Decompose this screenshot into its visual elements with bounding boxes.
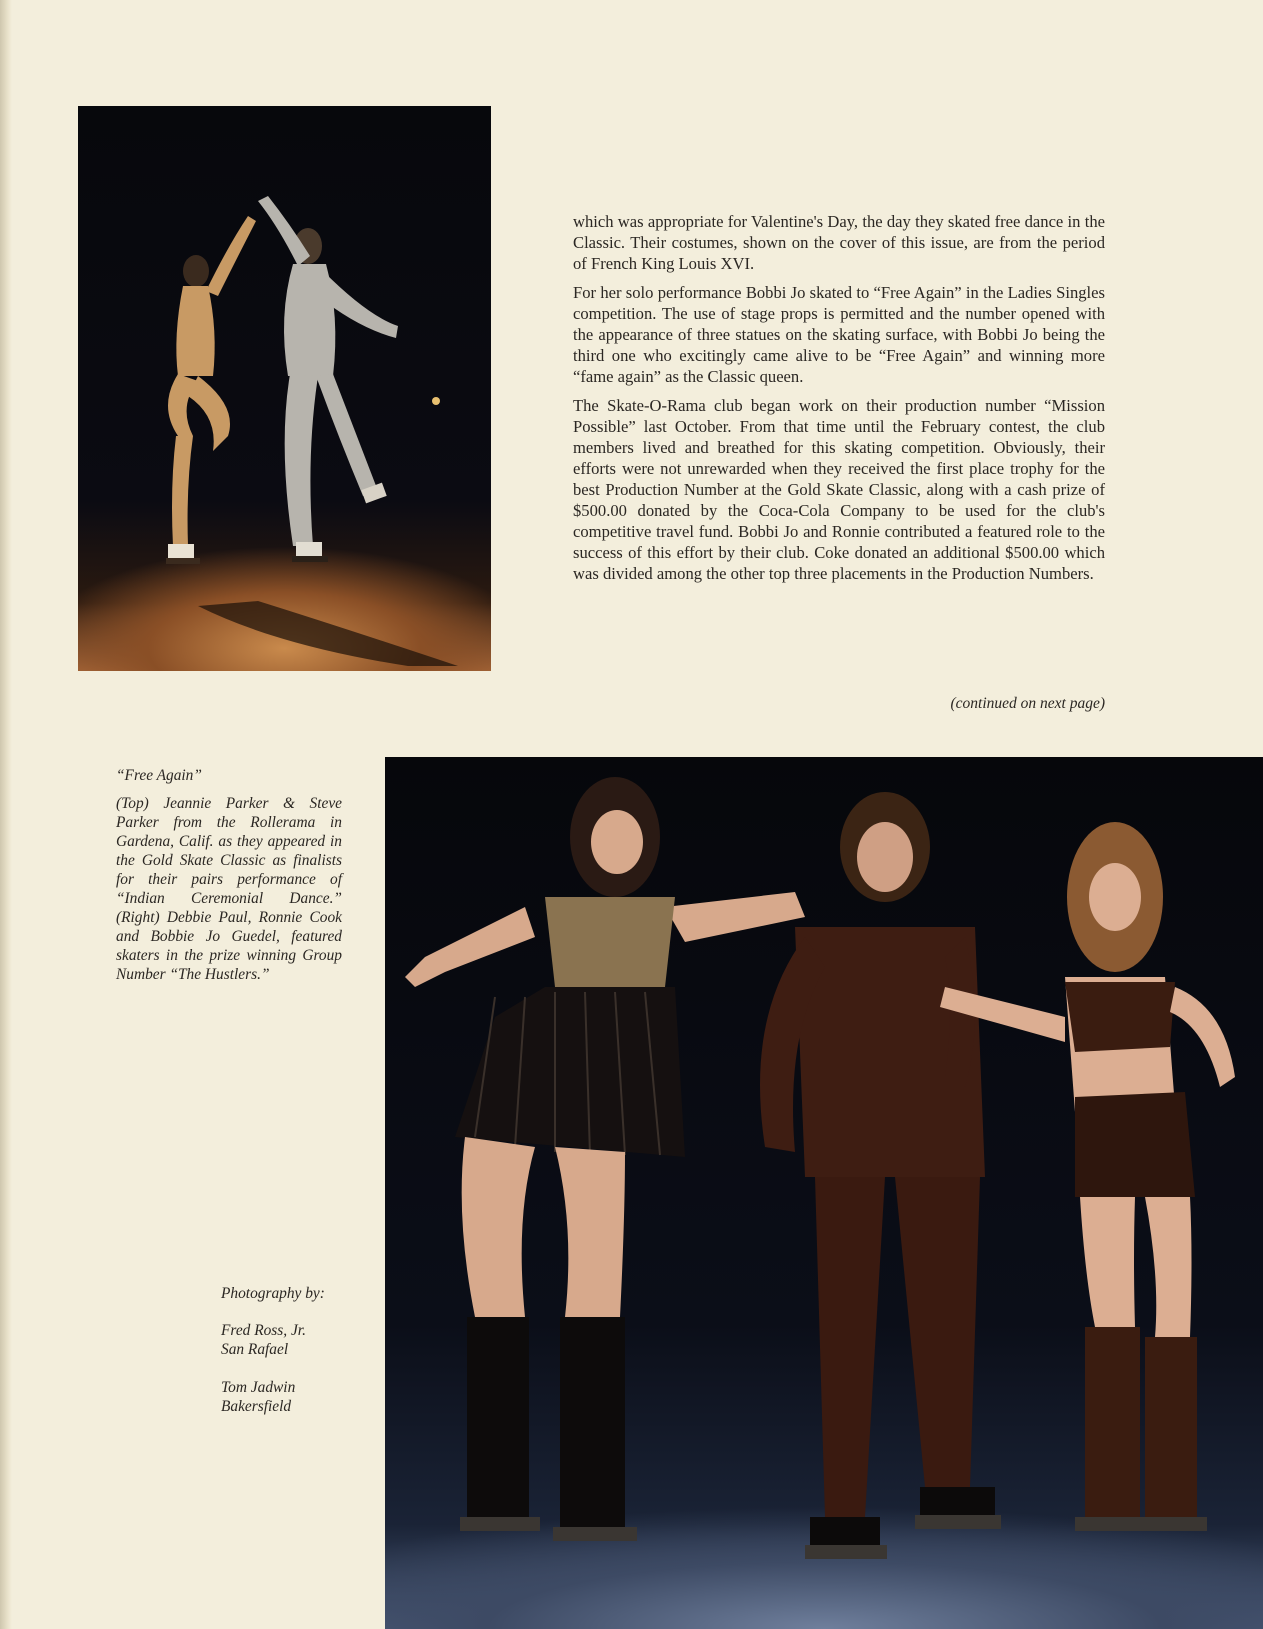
pairs-skaters-photo [78,106,491,671]
page-binding-edge [0,0,12,1629]
photographer-location: Bakersfield [221,1398,292,1415]
caption-title: “Free Again” [116,767,202,784]
article-paragraph-3: The Skate-O-Rama club began work on their production number “Mission Possible” last October. From that time until the February contest, the club members lived and breathed for this skating competition. Obviously, their efforts were not unrewarded when they received the first place trophy for the best Production Number at the Gold Skate Classic, along with a cash prize of $500.00 donated by the Coca-Cola Company to be used for the club's competitive travel fund. Bobbi Jo and Ronnie contributed a featured role to the success of this effort by their club. Coke donated an additional $500.00 which was divided among the other top three placements in the Production Numbers. [573,396,1105,583]
article-paragraph-2: For her solo performance Bobbi Jo skated to “Free Again” in the Ladies Singles competition. The use of stage props is permitted and the number opened with the appearance of three statues on the skating surface, with Bobbi Jo being the third one who excitingly came alive to be “Free Again” and winning more “fame again” as the Classic queen. [573,283,1105,386]
photographer-name: Tom Jadwin [221,1379,296,1396]
photographer-name: Fred Ross, Jr. [221,1322,306,1339]
photographer-location: San Rafael [221,1341,289,1358]
photography-credit-heading: Photography by: [221,1285,325,1302]
photographer-credit [221,1321,391,1359]
group-skaters-photo [385,757,1263,1629]
continued-note: (continued on next page) [950,695,1105,712]
article-body [573,211,1105,592]
caption-body: (Top) Jeannie Parker & Steve Parker from the Rollerama in Gardena, Calif. as they appeared in the Gold Skate Classic as finalists for their pairs performance of “Indian Ceremonial Dance.” (Right) Debbie Paul, Ronnie Cook and Bobbie Jo Guedel, featured skaters in the prize winning Group Number “The Hustlers.” [116,795,342,983]
article-paragraph-1: which was appropriate for Valentine's Day, the day they skated free dance in the Classic. Their costumes, shown on the cover of this issue, are from the period of French King Louis XVI. [573,212,1105,273]
photographer-credit [221,1378,391,1416]
